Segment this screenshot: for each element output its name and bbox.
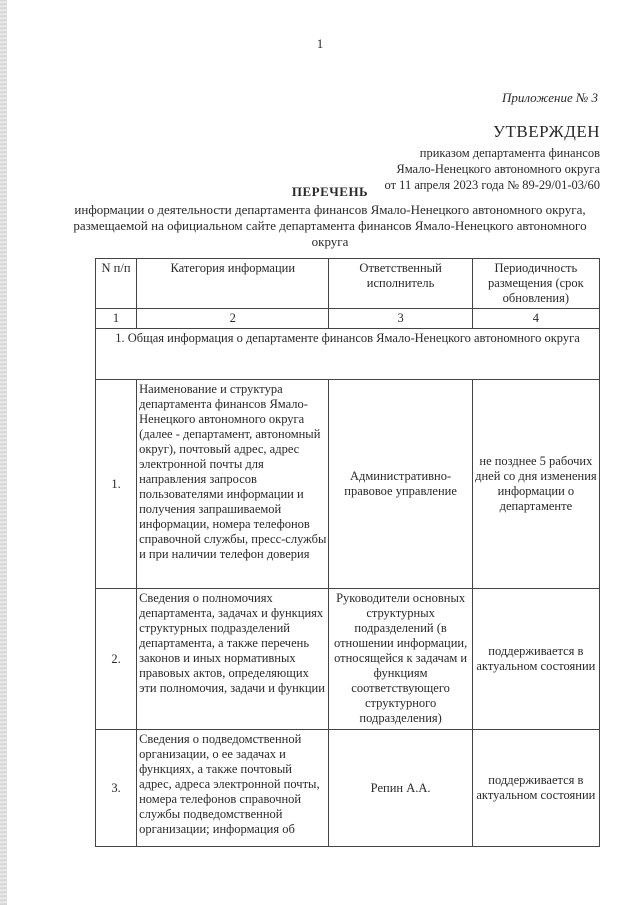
table-row [96, 380, 600, 589]
information-table [95, 258, 600, 847]
row-period: поддерживается в актуальном состоянии [472, 730, 599, 847]
document-heading [60, 184, 600, 250]
section-row [96, 329, 600, 380]
table-row [96, 589, 600, 730]
column-number: 3 [329, 309, 472, 329]
row-category: Сведения о подведомственной организации, о ее задачах и функциях, а также почтовый адрес, адреса электронной почты, номера телефонов справочной службы подведомственной организации; информация об [137, 730, 329, 847]
row-period: поддерживается в актуальном состоянии [472, 589, 599, 730]
header-cell: Категория информации [137, 259, 329, 309]
approval-line: приказом департамента финансов [419, 146, 600, 160]
column-number: 1 [96, 309, 137, 329]
row-period: не позднее 5 рабочих дней со дня изменения информации о департаменте [472, 380, 599, 589]
header-cell: Периодичность размещения (срок обновления) [472, 259, 599, 309]
row-executor: Административно-правовое управление [329, 380, 472, 589]
table-row [96, 730, 600, 847]
header-cell: N п/п [96, 259, 137, 309]
header-cell: Ответственный исполнитель [329, 259, 472, 309]
page-number: 1 [316, 36, 324, 51]
approval-line: Ямало-Ненецкого автономного округа [396, 162, 600, 176]
row-executor: Репин А.А. [329, 730, 472, 847]
row-number: 1. [96, 380, 137, 589]
document-subtitle: информации о деятельности департамента финансов Ямало-Ненецкого автономного округа, размещаемой на официальном сайте департамента финансов Ямало-Ненецкого автономного округа [73, 202, 587, 249]
column-number: 2 [137, 309, 329, 329]
document-title: ПЕРЕЧЕНЬ [291, 184, 369, 199]
column-numbers-row [96, 309, 600, 329]
approval-title: УТВЕРЖДЕН [493, 122, 600, 141]
column-number: 4 [472, 309, 599, 329]
row-number: 2. [96, 589, 137, 730]
appendix-label: Приложение № 3 [501, 90, 598, 105]
row-executor: Руководители основных структурных подразделений (в отношении информации, относящейся к задачам и функциям соответствующего структурного подразделения) [329, 589, 472, 730]
section-title: 1. Общая информация о департаменте финансов Ямало-Ненецкого автономного округа [96, 329, 600, 380]
row-category: Сведения о полномочиях департамента, задачах и функциях структурных подразделений департамента, а также перечень законов и иных нормативных правовых актов, определяющих эти полномочия, задачи и функции [137, 589, 329, 730]
table-header-row [96, 259, 600, 309]
row-number: 3. [96, 730, 137, 847]
approval-line: от 11 апреля 2023 года № 89-29/01-03/60 [384, 178, 600, 192]
scan-edge [0, 0, 7, 905]
row-category: Наименование и структура департамента финансов Ямало-Ненецкого автономного округа (далее - департамент, автономный округ), почтовый адрес, адрес электронной почты для направления запросов пользователями информации и получения запрашиваемой информации, номера телефонов справочной службы, пресс-службы и при наличии телефон доверия [137, 380, 329, 589]
